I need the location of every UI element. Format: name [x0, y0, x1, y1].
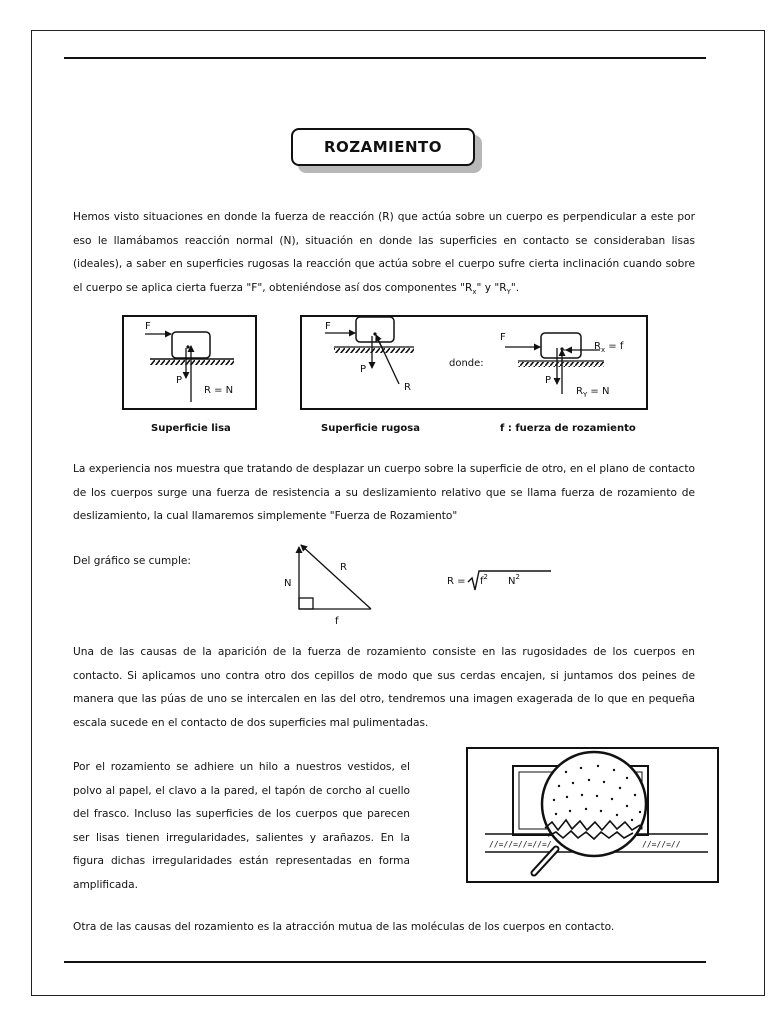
donde-label: donde: — [449, 358, 484, 369]
smooth-f-label: F — [145, 321, 151, 332]
rough-f-label: F — [325, 321, 331, 332]
rough-r-label: R — [404, 382, 411, 393]
ground-texture-left: //=//=//=//=/ — [489, 840, 552, 849]
intro-end: ". — [510, 281, 520, 294]
triangle-n-label: N — [284, 578, 292, 589]
rough-p-label: P — [360, 364, 367, 375]
attraction-paragraph: Otra de las causas del rozamiento es la atracción mutua de las moléculas de los cuerpos en contacto. — [73, 921, 615, 933]
formula-f: $f^2$ — [480, 573, 488, 587]
page-title: ROZAMIENTO — [291, 128, 475, 166]
magnifier-lens — [542, 752, 646, 856]
formula-lhs: R = — [447, 576, 466, 587]
resultant-formula — [447, 571, 551, 590]
triangle-r-label: R — [340, 562, 347, 573]
causes-paragraph: Una de las causas de la aparición de la fuerza de rozamiento consiste en las rugosidades de los cuerpos en contacto. Si aplicamos uno contra otro dos cepillos de modo que sus cerdas encajen, si juntamos dos peines de manera que las púas de uno se intercalen en las del otro, tendremos una imagen exagerada de lo que en pequeña escala sucede en el contacto de dos superficies mal pulimentadas. — [73, 646, 695, 729]
caption-smooth: Superficie lisa — [151, 423, 231, 434]
triangle-diagram — [284, 545, 371, 627]
smooth-rn-label: R = N — [204, 385, 234, 396]
graph-intro: Del gráfico se cumple: — [73, 555, 191, 567]
formula-n: $N^2$ — [508, 573, 520, 587]
triangle-f-label: f — [335, 616, 339, 627]
adhesion-paragraph: Por el rozamiento se adhiere un hilo a nuestros vestidos, el polvo al papel, el clavo a la pared, el tapón de corcho al cuello del frasco. Incluso las superficies de los cuerpos que parecen ser lisas tienen irregularidades, salientes y arañazos. En la figura dichas irregularidades están representadas en forma amplificada. — [73, 761, 410, 891]
comp-f-label: F — [500, 332, 506, 343]
ground-texture-right: //=//=// — [642, 840, 681, 849]
intro-mid: " y "R — [476, 281, 507, 294]
rx-label: $R_x = f$ — [594, 341, 624, 354]
comp-p-label: P — [545, 375, 552, 386]
intro-sub-x: x — [472, 287, 477, 296]
smooth-surface-diagram — [123, 316, 256, 409]
magnified-surface-illustration — [467, 748, 718, 882]
smooth-p-label: P — [176, 375, 183, 386]
caption-rough: Superficie rugosa — [321, 423, 421, 434]
intro-text: Hemos visto situaciones en donde la fuerza de reacción (R) que actúa sobre un cuerpo es perpendicular a este por eso le llamábamos reacción normal (N), situación en donde las superficies en contacto se consideraban lisas (ideales), a saber en superficies rugosas la reacción que actúa sobre el cuerpo sufre cierta inclinación cuando sobre el cuerpo se aplica cierta fuerza "F", obteniéndose así dos componentes "R — [73, 211, 695, 294]
rough-surface-diagram — [301, 316, 647, 409]
experience-paragraph: La experiencia nos muestra que tratando de desplazar un cuerpo sobre la superficie de otro, en el plano de contacto de los cuerpos surge una fuerza de resistencia a su deslizamiento relativo que se llama fuerza de rozamiento de deslizamiento, la cual llamaremos simplemente "Fuerza de Rozamiento" — [73, 463, 695, 522]
ry-label: $R_Y = N$ — [576, 386, 610, 399]
intro-sub-y: Y — [506, 287, 511, 296]
caption-friction: f : fuerza de rozamiento — [500, 423, 636, 434]
